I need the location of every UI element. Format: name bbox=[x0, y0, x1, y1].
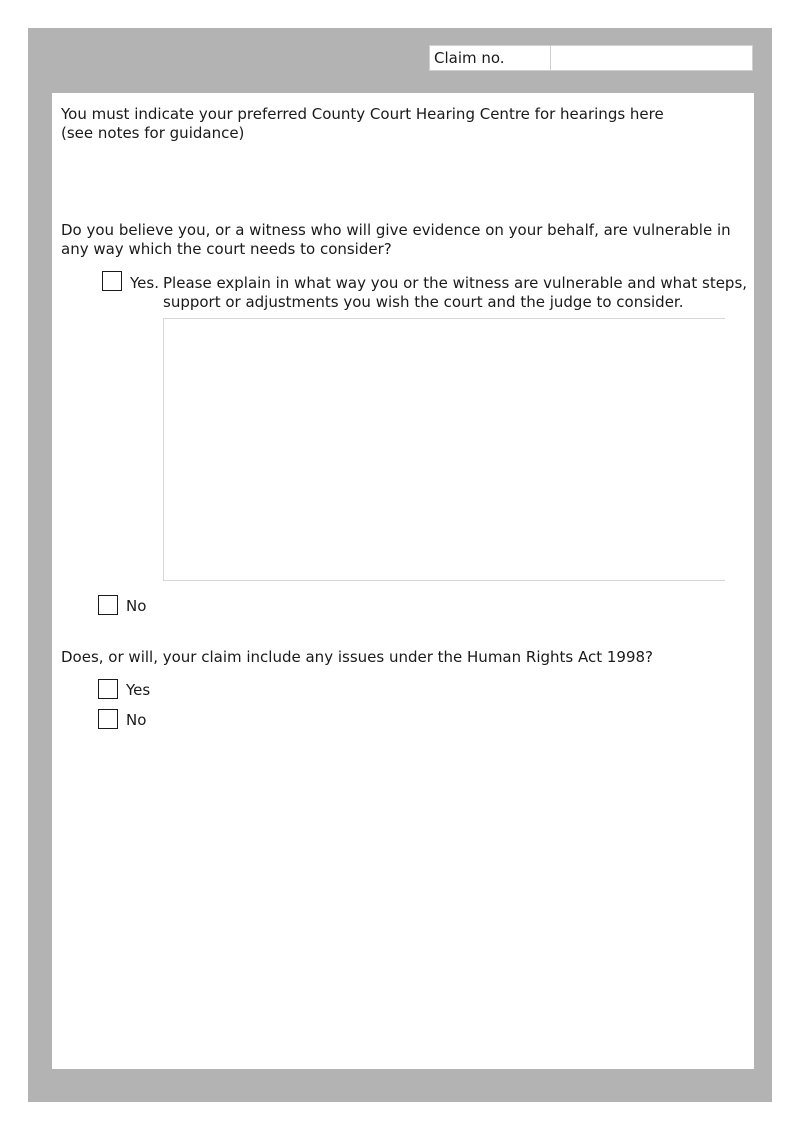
vulnerability-yes-checkbox[interactable] bbox=[102, 271, 122, 291]
human-rights-yes-label: Yes bbox=[126, 681, 151, 699]
vulnerability-question-line2: any way which the court needs to consider? bbox=[61, 240, 392, 258]
vulnerability-yes-label: Yes. bbox=[130, 274, 159, 292]
vulnerability-yes-explanation-line2: support or adjustments you wish the court and the judge to consider. bbox=[163, 293, 684, 311]
hearing-centre-instruction-line1: You must indicate your preferred County Court Hearing Centre for hearings here bbox=[61, 105, 664, 123]
hearing-centre-instruction-line2: (see notes for guidance) bbox=[61, 124, 245, 142]
human-rights-no-checkbox[interactable] bbox=[98, 709, 118, 729]
human-rights-yes-checkbox[interactable] bbox=[98, 679, 118, 699]
vulnerability-question-line1: Do you believe you, or a witness who will give evidence on your behalf, are vulnerable in bbox=[61, 221, 731, 239]
vulnerability-no-label: No bbox=[126, 597, 147, 615]
claim-number-label: Claim no. bbox=[430, 46, 551, 70]
human-rights-no-label: No bbox=[126, 711, 147, 729]
claim-number-row bbox=[429, 45, 753, 71]
vulnerability-explanation-textarea[interactable] bbox=[163, 318, 725, 581]
claim-number-input[interactable] bbox=[551, 46, 752, 70]
vulnerability-yes-explanation-line1: Please explain in what way you or the witness are vulnerable and what steps, bbox=[163, 274, 748, 292]
vulnerability-no-checkbox[interactable] bbox=[98, 595, 118, 615]
human-rights-question: Does, or will, your claim include any issues under the Human Rights Act 1998? bbox=[61, 648, 654, 666]
